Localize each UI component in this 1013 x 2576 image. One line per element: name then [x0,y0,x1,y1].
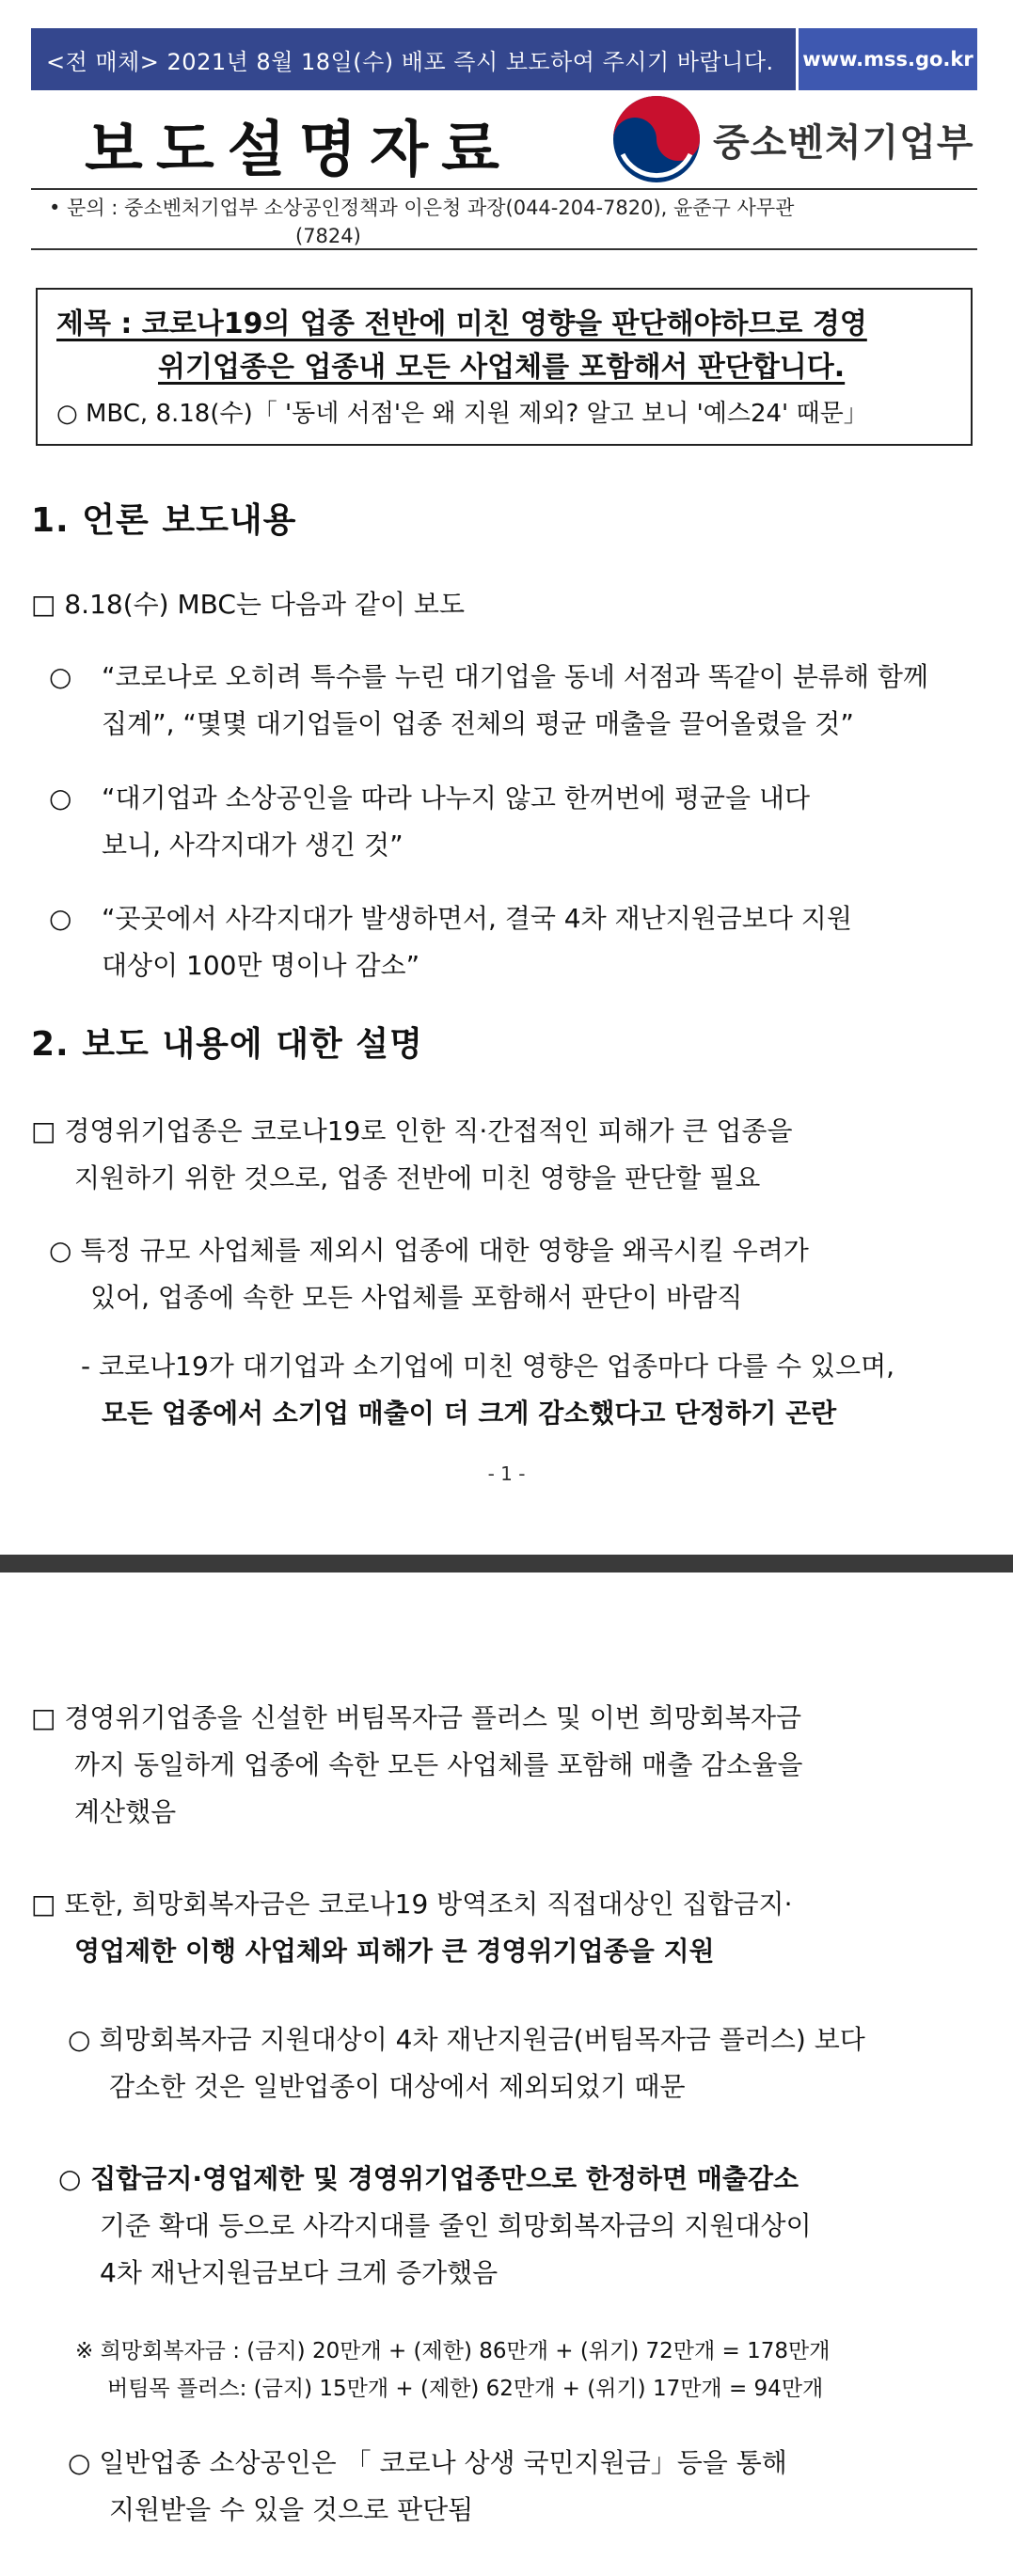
list-item [49,775,980,869]
inquiry-line-1: • 문의 : 중소벤처기업부 소상공인정책과 이은청 과장(044-204-7820), 윤준구 사무관 [49,197,795,219]
paragraph-line: ○ 집합금지·영업제한 및 경영위기업종만으로 한정하면 매출감소 [58,2163,799,2194]
subject-title [56,303,959,389]
quote-line: 대상이 100만 명이나 감소” [102,950,420,981]
quote-line: “코로나로 오히려 특수를 누린 대기업을 동네 서점과 똑같이 분류해 함께 [102,661,929,692]
paragraph-line: ○ 특정 규모 사업체를 제외시 업종에 대한 영향을 왜곡시킬 우려가 [49,1235,809,1266]
quote-line: 보니, 사각지대가 생긴 것” [102,830,404,861]
paragraph-line: ○ 일반업종 소상공인은 「 코로나 상생 국민지원금」등을 통해 [68,2447,787,2478]
circle-bullet-icon: ○ [49,782,72,814]
paragraph-line: 있어, 업종에 속한 모든 사업체를 포함해서 판단이 바람직 [90,1282,743,1313]
paragraph-line: 감소한 것은 일반업종이 대상에서 제외되었기 때문 [109,2071,686,2102]
inquiry-contact [49,194,975,250]
page-2-paragraph-3 [68,2016,980,2110]
paragraph-line: - 코로나19가 대기업과 소기업에 미친 영향은 업종마다 다를 수 있으며, [81,1351,895,1382]
document-title: 보도설명자료 [85,116,513,185]
page-number: - 1 - [487,1462,526,1485]
section-1-heading: 1. 언론 보도내용 [31,501,297,540]
page-2-paragraph-5 [68,2440,980,2534]
paragraph-line: 계산했음 [74,1796,177,1827]
paragraph-line: □ 경영위기업종을 신설한 버팀목자금 플러스 및 이번 희망회복자금 [31,1702,802,1733]
paragraph-line: □ 또한, 희망회복자금은 코로나19 방역조치 직접대상인 집합금지· [31,1889,793,1920]
subject-title-line-2: 위기업종은 업종내 모든 사업체를 포함해서 판단합니다. [158,351,846,384]
page-2-paragraph-4 [58,2156,980,2297]
footnote-counts [75,2332,978,2408]
list-item [49,895,980,989]
circle-bullet-icon: ○ [49,903,72,934]
page-2-paragraph-2 [31,1881,981,1975]
subject-source: ○ MBC, 8.18(수)「 '동네 서점'은 왜 지원 제외? 알고 보니 '예스24' 때문」 [56,400,868,428]
list-item [49,654,980,748]
quote-line: “대기업과 소상공인을 따라 나누지 않고 한꺼번에 평균을 내다 [102,782,811,814]
paragraph-line: 지원하기 위한 것으로, 업종 전반에 미친 영향을 판단할 필요 [74,1162,761,1193]
circle-bullet-icon: ○ [49,661,72,692]
release-header-bar [31,28,977,90]
footnote-line: 버팀목 플러스: (금지) 15만개 + (제한) 62만개 + (위기) 17만개 = 94만개 [107,2377,824,2401]
section-1-intro: □ 8.18(수) MBC는 다음과 같이 보도 [31,589,466,620]
quote-line: “곳곳에서 사각지대가 발생하면서, 결국 4차 재난지원금보다 지원 [102,903,852,934]
section-2-paragraph-1 [31,1108,981,1202]
section-2-paragraph-3 [81,1343,984,1437]
paragraph-line: □ 경영위기업종은 코로나19로 인한 직·간접적인 피해가 큰 업종을 [31,1115,793,1146]
quote-line: 집계”, “몇몇 대기업들이 업종 전체의 평균 매출을 끌어올렸을 것” [102,708,854,739]
ministry-name: 중소벤처기업부 [713,120,974,165]
ministry-url[interactable]: www.mss.go.kr [796,28,977,90]
page-divider-bar [0,1555,1013,1572]
ministry-logo [609,92,973,186]
paragraph-line: 모든 업종에서 소기업 매출이 더 크게 감소했다고 단정하기 곤란 [102,1398,837,1429]
section-2-heading: 2. 보도 내용에 대한 설명 [31,1025,423,1064]
embargo-notice: <전 매체> 2021년 8월 18일(수) 배포 즉시 보도하여 주시기 바랍니다. [31,28,796,90]
header-rule-bottom [31,248,977,250]
subject-title-line-1: 제목 : 코로나19의 업종 전반에 미친 영향을 판단해야하므로 경영 [56,308,867,340]
inquiry-line-2: (7824) [295,225,361,247]
subject-box [36,288,973,446]
paragraph-line: 기준 확대 등으로 사각지대를 줄인 희망회복자금의 지원대상이 [100,2210,812,2241]
section-2-paragraph-2 [49,1227,980,1321]
taegeuk-emblem-icon [609,92,704,186]
paragraph-line: 까지 동일하게 업종에 속한 모든 사업체를 포함해 매출 감소율을 [74,1749,803,1780]
page-2-paragraph-1 [31,1695,981,1836]
header-rule-top [31,188,977,190]
paragraph-line: 4차 재난지원금보다 크게 증가했음 [100,2257,499,2288]
paragraph-line: ○ 희망회복자금 지원대상이 4차 재난지원금(버팀목자금 플러스) 보다 [68,2024,865,2055]
footnote-line: ※ 희망회복자금 : (금지) 20만개 + (제한) 86만개 + (위기) 72만개 = 178만개 [75,2339,831,2363]
paragraph-line: 영업제한 이행 사업체와 피해가 큰 경영위기업종을 지원 [74,1936,715,1967]
page-divider [0,1542,1013,1572]
document-page-2 [0,1572,1013,2576]
paragraph-line: 지원받을 수 있을 것으로 판단됨 [109,2494,474,2525]
